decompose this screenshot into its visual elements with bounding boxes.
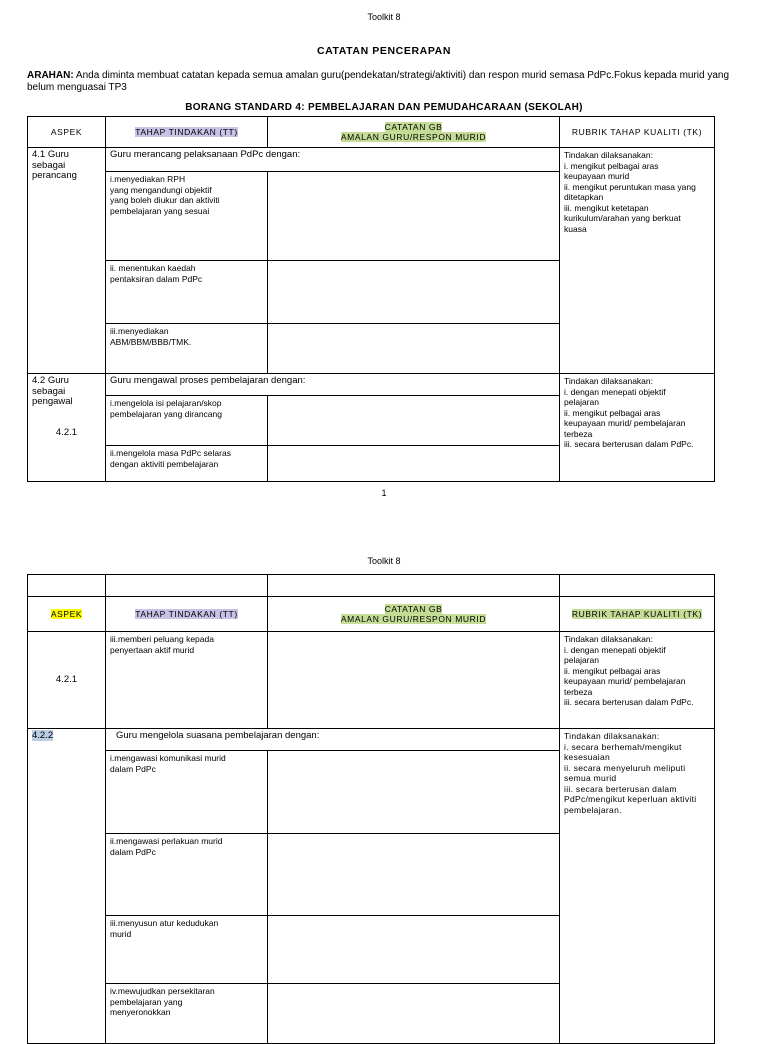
tahap-4-1-iii: iii.menyediakan ABM/BBM/BBB/TMK. bbox=[106, 324, 268, 374]
tahap-4-2-2-intro: Guru mengelola suasana pembelajaran dengan: bbox=[106, 729, 560, 751]
rubrik-4-1: Tindakan dilaksanakan: i. mengikut pelbagai aras keupayaan murid ii. mengikut peruntukan masa yang ditetapkan iii. mengikut ketetapan kurikulum/arahan yang berkuat kuasa bbox=[560, 148, 715, 374]
tahap-4-1-i: i.menyediakan RPH yang mengandungi objektif yang boleh diukur dan aktiviti pembelajaran yang sesuai bbox=[106, 172, 268, 261]
page-title: CATATAN PENCERAPAN bbox=[316, 45, 452, 57]
tahap-4-2-ii: ii.mengelola masa PdPc selaras dengan aktiviti pembelajaran bbox=[106, 446, 268, 482]
catatan-input-4-1-i[interactable] bbox=[268, 172, 560, 261]
arahan-text: Anda diminta membuat catatan kepada semua amalan guru(pendekatan/strategi/aktiviti) dan respon murid semasa PdPc.Fokus kepada murid yang belum menguasai TP3 bbox=[27, 70, 730, 93]
catatan-input-4-1-iii[interactable] bbox=[268, 324, 560, 374]
tahap-4-2-2-iii: iii.menyusun atur kedudukan murid bbox=[106, 916, 268, 984]
catatan-input-4-2-2-ii[interactable] bbox=[268, 834, 560, 916]
observation-table-page1 bbox=[27, 116, 715, 482]
col-header-catatan bbox=[268, 597, 560, 632]
tahap-4-1-intro: Guru merancang pelaksanaan PdPc dengan: bbox=[106, 148, 560, 172]
col-header-tahap bbox=[106, 597, 268, 632]
blank-cell bbox=[106, 575, 268, 597]
col-header-rubrik bbox=[560, 597, 715, 632]
tahap-4-2-1-iii: iii.memberi peluang kepada penyertaan aktif murid bbox=[106, 632, 268, 729]
catatan-input-4-2-2-iv[interactable] bbox=[268, 984, 560, 1044]
catatan-input-4-2-2-i[interactable] bbox=[268, 751, 560, 834]
aspek-4-2-2 bbox=[28, 729, 106, 1044]
col-header-catatan-line1: CATATAN GB bbox=[384, 121, 443, 132]
page1-header: Toolkit 8 bbox=[367, 12, 401, 22]
catatan-input-4-2-2-iii[interactable] bbox=[268, 916, 560, 984]
col-header-catatan-line2: AMALAN GURU/RESPON MURID bbox=[340, 132, 487, 142]
col-header-catatan-line2: AMALAN GURU/RESPON MURID bbox=[340, 614, 487, 624]
tahap-4-2-i: i.mengelola isi pelajaran/skop pembelajaran yang dirancang bbox=[106, 396, 268, 446]
observation-table-page2 bbox=[27, 574, 715, 1044]
col-header-aspek bbox=[28, 597, 106, 632]
tahap-4-2-2-i: i.mengawasi komunikasi murid dalam PdPc bbox=[106, 751, 268, 834]
col-header-tahap-label: TAHAP TINDAKAN (TT) bbox=[135, 608, 238, 619]
col-header-tahap bbox=[106, 117, 268, 148]
col-header-catatan bbox=[268, 117, 560, 148]
col-header-tahap-label: TAHAP TINDAKAN (TT) bbox=[135, 126, 238, 137]
col-header-rubrik-label: RUBRIK TAHAP KUALITI (TK) bbox=[571, 608, 703, 619]
aspek-4-2-1-code: 4.2.1 bbox=[55, 426, 78, 438]
catatan-input-4-2-ii[interactable] bbox=[268, 446, 560, 482]
rubrik-4-2-1: Tindakan dilaksanakan: i. dengan menepati objektif pelajaran ii. mengikut pelbagai aras keupayaan murid/ pembelajaran terbeza iii. secara berterusan dalam PdPc. bbox=[560, 632, 715, 729]
form-subtitle: BORANG STANDARD 4: PEMBELAJARAN DAN PEMUDAHCARAAN (SEKOLAH) bbox=[185, 102, 583, 113]
tahap-4-2-2-ii: ii.mengawasi perlakuan murid dalam PdPc bbox=[106, 834, 268, 916]
aspek-4-2-label: 4.2 Guru sebagai pengawal bbox=[32, 375, 73, 407]
rubrik-4-2-2: Tindakan dilaksanakan: i. secara berhemah/mengikut kesesuaian ii. secara menyeluruh meliputi semua murid iii. secara berterusan dalam PdPc/mengikut keperluan aktiviti pembelajaran. bbox=[560, 729, 715, 1044]
catatan-input-4-2-i[interactable] bbox=[268, 396, 560, 446]
col-header-aspek-label: ASPEK bbox=[50, 608, 83, 619]
tahap-4-2-2-iv: iv.mewujudkan persekitaran pembelajaran yang menyeronokkan bbox=[106, 984, 268, 1044]
blank-cell bbox=[560, 575, 715, 597]
aspek-4-2 bbox=[28, 374, 106, 482]
tahap-4-1-ii: ii. menentukan kaedah pentaksiran dalam PdPc bbox=[106, 261, 268, 324]
aspek-4-2-2-code: 4.2.2 bbox=[32, 730, 54, 741]
col-header-catatan-line1: CATATAN GB bbox=[384, 603, 443, 614]
tahap-4-2-intro: Guru mengawal proses pembelajaran dengan: bbox=[106, 374, 560, 396]
blank-cell bbox=[268, 575, 560, 597]
page2-header: Toolkit 8 bbox=[367, 556, 401, 566]
catatan-input-4-1-ii[interactable] bbox=[268, 261, 560, 324]
arahan-instructions bbox=[27, 70, 743, 94]
aspek-4-2-1: 4.2.1 bbox=[28, 632, 106, 729]
rubrik-4-2: Tindakan dilaksanakan: i. dengan menepati objektif pelajaran ii. mengikut pelbagai aras keupayaan murid/ pembelajaran terbeza iii. secara berterusan dalam PdPc. bbox=[560, 374, 715, 482]
catatan-input-4-2-1-iii[interactable] bbox=[268, 632, 560, 729]
col-header-rubrik: RUBRIK TAHAP KUALITI (TK) bbox=[560, 117, 715, 148]
aspek-4-1: 4.1 Guru sebagai perancang bbox=[28, 148, 106, 374]
blank-cell bbox=[28, 575, 106, 597]
page-number: 1 bbox=[381, 488, 387, 498]
arahan-label: ARAHAN: bbox=[27, 70, 74, 81]
col-header-aspek: ASPEK bbox=[28, 117, 106, 148]
